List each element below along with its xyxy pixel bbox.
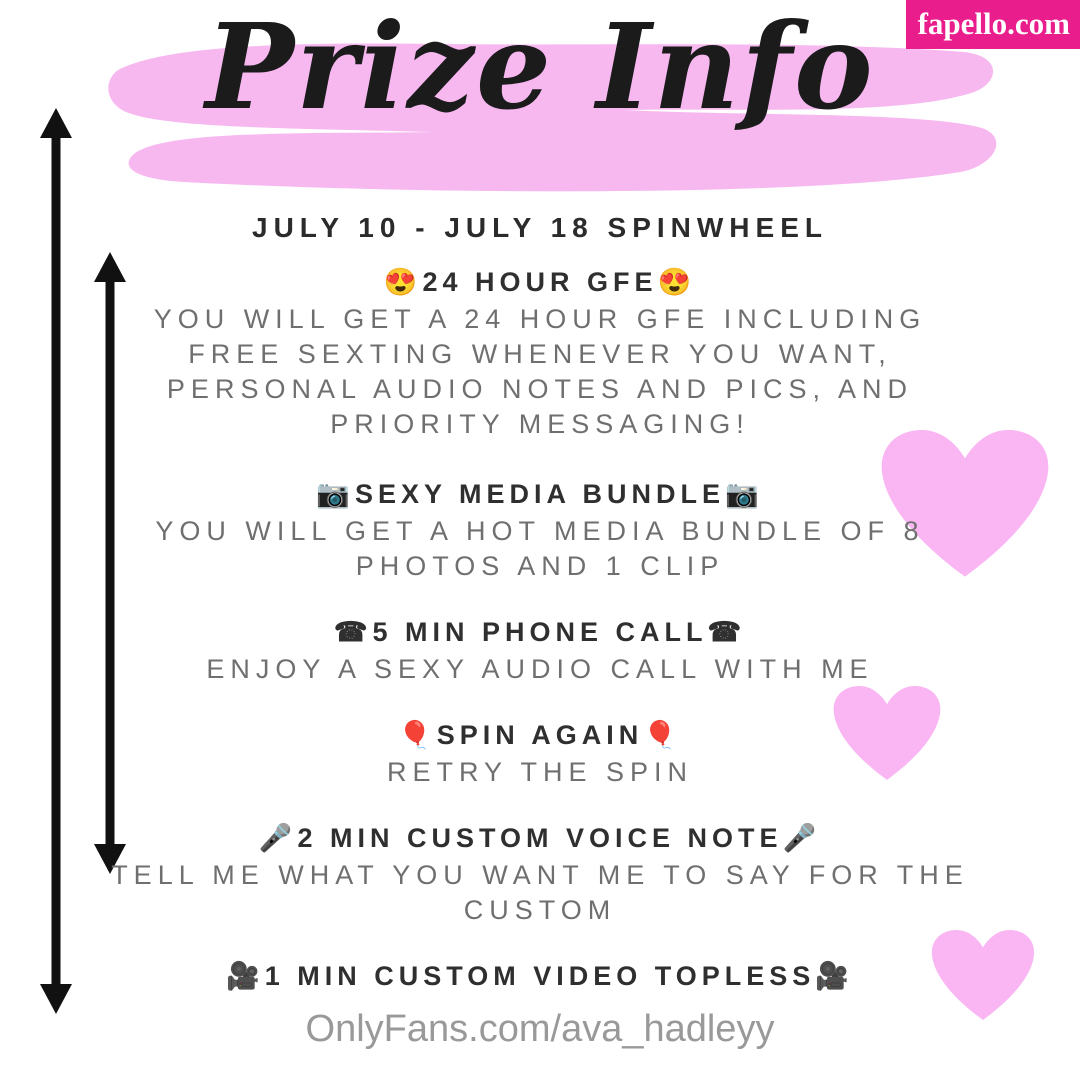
prize-item-media-bundle (0, 478, 1080, 584)
spacer (0, 595, 1080, 617)
prize-title: 📷SEXY MEDIA BUNDLE📷 (316, 479, 764, 510)
spacer (0, 452, 1080, 478)
prize-item-spin-again (0, 719, 1080, 790)
prize-item-phone-call (0, 617, 1080, 687)
prize-description: TELL ME WHAT YOU WANT ME TO SAY FOR THE CUSTOM (111, 859, 969, 925)
prize-title: 🎤2 MIN CUSTOM VOICE NOTE🎤 (258, 822, 822, 853)
prize-title: 🎈SPIN AGAIN🎈 (398, 719, 682, 750)
prize-list (0, 212, 1080, 1002)
prize-description: RETRY THE SPIN (386, 756, 694, 787)
onlyfans-url-overlay: OnlyFans.com/ava_hadleyy (305, 1008, 775, 1050)
prize-description: YOU WILL GET A 24 HOUR GFE INCLUDING FREE SEXTING WHENEVER YOU WANT, PERSONAL AUDIO NOTES AND PICS, AND PRIORITY MESSAGING! (153, 304, 927, 440)
prize-description: YOU WILL GET A HOT MEDIA BUNDLE OF 8 PHOTOS AND 1 CLIP (155, 516, 925, 582)
prize-title: 🎥1 MIN CUSTOM VIDEO TOPLESS🎥 (226, 960, 854, 991)
spacer (0, 697, 1080, 719)
event-dates-subtitle: JULY 10 - JULY 18 SPINWHEEL (252, 212, 828, 243)
prize-title: 😍24 HOUR GFE😍 (383, 267, 697, 297)
prize-description: ENJOY A SEXY AUDIO CALL WITH ME (206, 653, 874, 684)
page-title: Prize Info (205, 0, 875, 136)
prize-title: ☎5 MIN PHONE CALL☎ (333, 616, 747, 647)
fapello-watermark: fapello.com (906, 0, 1080, 49)
spacer (0, 938, 1080, 960)
spacer (0, 800, 1080, 822)
prize-item-custom-video (0, 960, 1080, 992)
prize-item-gfe (0, 266, 1080, 442)
prize-item-voice-note (0, 822, 1080, 928)
